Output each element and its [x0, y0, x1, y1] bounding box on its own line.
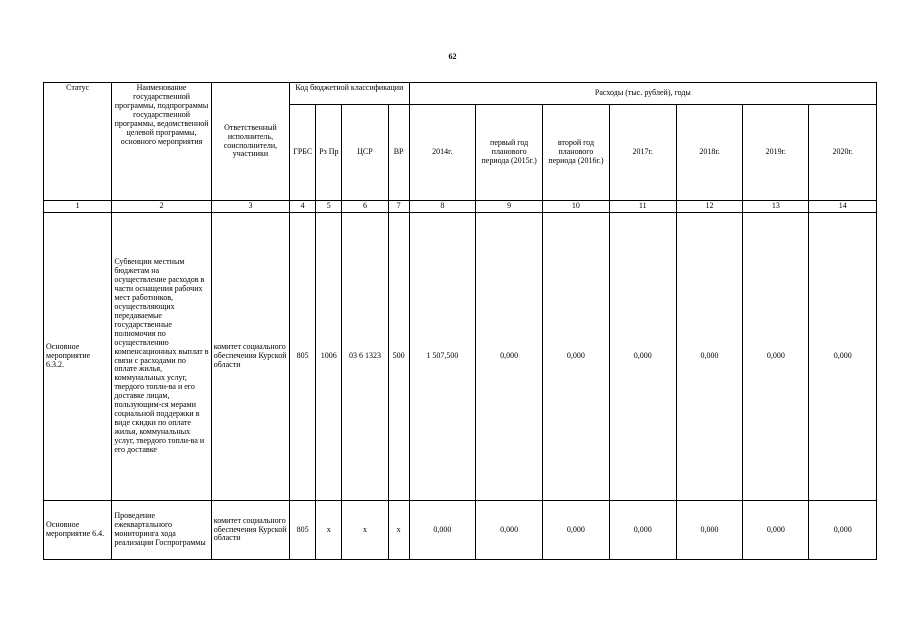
row-value-2018: 0,000: [676, 501, 742, 560]
row-name: Проведение ежеквартального мониторинга хода реализации Госпрограммы: [112, 501, 211, 560]
row-rzpr: х: [316, 501, 342, 560]
header-status: Статус: [44, 83, 112, 201]
header-vr: ВР: [388, 105, 409, 201]
column-number: 14: [809, 201, 877, 213]
row-value-2018: 0,000: [676, 213, 742, 501]
header-year-2020: 2020г.: [809, 105, 877, 201]
column-number: 11: [609, 201, 676, 213]
column-number: 4: [290, 201, 316, 213]
row-csr: 03 6 1323: [342, 213, 388, 501]
header-expenses: Расходы (тыс. рублей), годы: [409, 83, 876, 105]
column-number: 1: [44, 201, 112, 213]
row-value-2016: 0,000: [543, 501, 609, 560]
header-budget-code: Код бюджетной классификации: [290, 83, 410, 105]
column-number: 12: [676, 201, 742, 213]
row-value-2019: 0,000: [743, 501, 809, 560]
row-value-2016: 0,000: [543, 213, 609, 501]
row-vr: 500: [388, 213, 409, 501]
row-status: Основное мероприятие 6.3.2.: [44, 213, 112, 501]
column-number: 13: [743, 201, 809, 213]
row-grbs: 805: [290, 501, 316, 560]
column-number: 2: [112, 201, 211, 213]
column-number: 8: [409, 201, 475, 213]
row-value-2020: 0,000: [809, 213, 877, 501]
header-year-2019: 2019г.: [743, 105, 809, 201]
row-responsible: комитет социального обеспечения Курской области: [211, 213, 289, 501]
header-year-2018: 2018г.: [676, 105, 742, 201]
row-csr: х: [342, 501, 388, 560]
header-responsible: Ответственный исполнитель, соисполнители, участники: [211, 83, 289, 201]
row-value-2014: 0,000: [409, 501, 475, 560]
column-number: 5: [316, 201, 342, 213]
row-value-2020: 0,000: [809, 501, 877, 560]
header-grbs: ГРБС: [290, 105, 316, 201]
page-number: 62: [448, 52, 457, 61]
row-value-2015: 0,000: [475, 501, 542, 560]
row-value-2017: 0,000: [609, 213, 676, 501]
row-responsible: комитет социального обеспечения Курской области: [211, 501, 289, 560]
header-rzpr: Рз Пр: [316, 105, 342, 201]
header-year-2016: второй год планового периода (2016г.): [543, 105, 609, 201]
column-number: 10: [543, 201, 609, 213]
table-row: [44, 213, 877, 501]
row-name: Субвенции местным бюджетам на осуществление расходов в части оснащения рабочих мест работников, осуществляющих передаваемые государственные полномочия по осуществлению компенсационных выплат в связи с расходами по оплате жилья, коммунальных услуг, твердого топли-ва и его доставке лицам, пользующим-ся мерами социальной поддержки в виде скидки по оплате жилья, коммунальных услуг, твердого топли-ва и его доставке: [112, 213, 211, 501]
row-vr: х: [388, 501, 409, 560]
header-year-2015: первый год планового периода (2015г.): [475, 105, 542, 201]
row-value-2019: 0,000: [743, 213, 809, 501]
header-year-2014: 2014г.: [409, 105, 475, 201]
row-grbs: 805: [290, 213, 316, 501]
header-year-2017: 2017г.: [609, 105, 676, 201]
budget-table: [43, 82, 877, 560]
header-name: Наименование государственной программы, подпрограммы государственной программы, ведомственной целевой программы, основного мероприятия: [112, 83, 211, 201]
column-number: 3: [211, 201, 289, 213]
column-number: 7: [388, 201, 409, 213]
row-value-2017: 0,000: [609, 501, 676, 560]
row-value-2015: 0,000: [475, 213, 542, 501]
column-number: 6: [342, 201, 388, 213]
table-row: [44, 501, 877, 560]
row-rzpr: 1006: [316, 213, 342, 501]
column-number: 9: [475, 201, 542, 213]
header-csr: ЦСР: [342, 105, 388, 201]
row-value-2014: 1 507,500: [409, 213, 475, 501]
row-status: Основное мероприятие 6.4.: [44, 501, 112, 560]
column-number-row: [44, 201, 877, 213]
